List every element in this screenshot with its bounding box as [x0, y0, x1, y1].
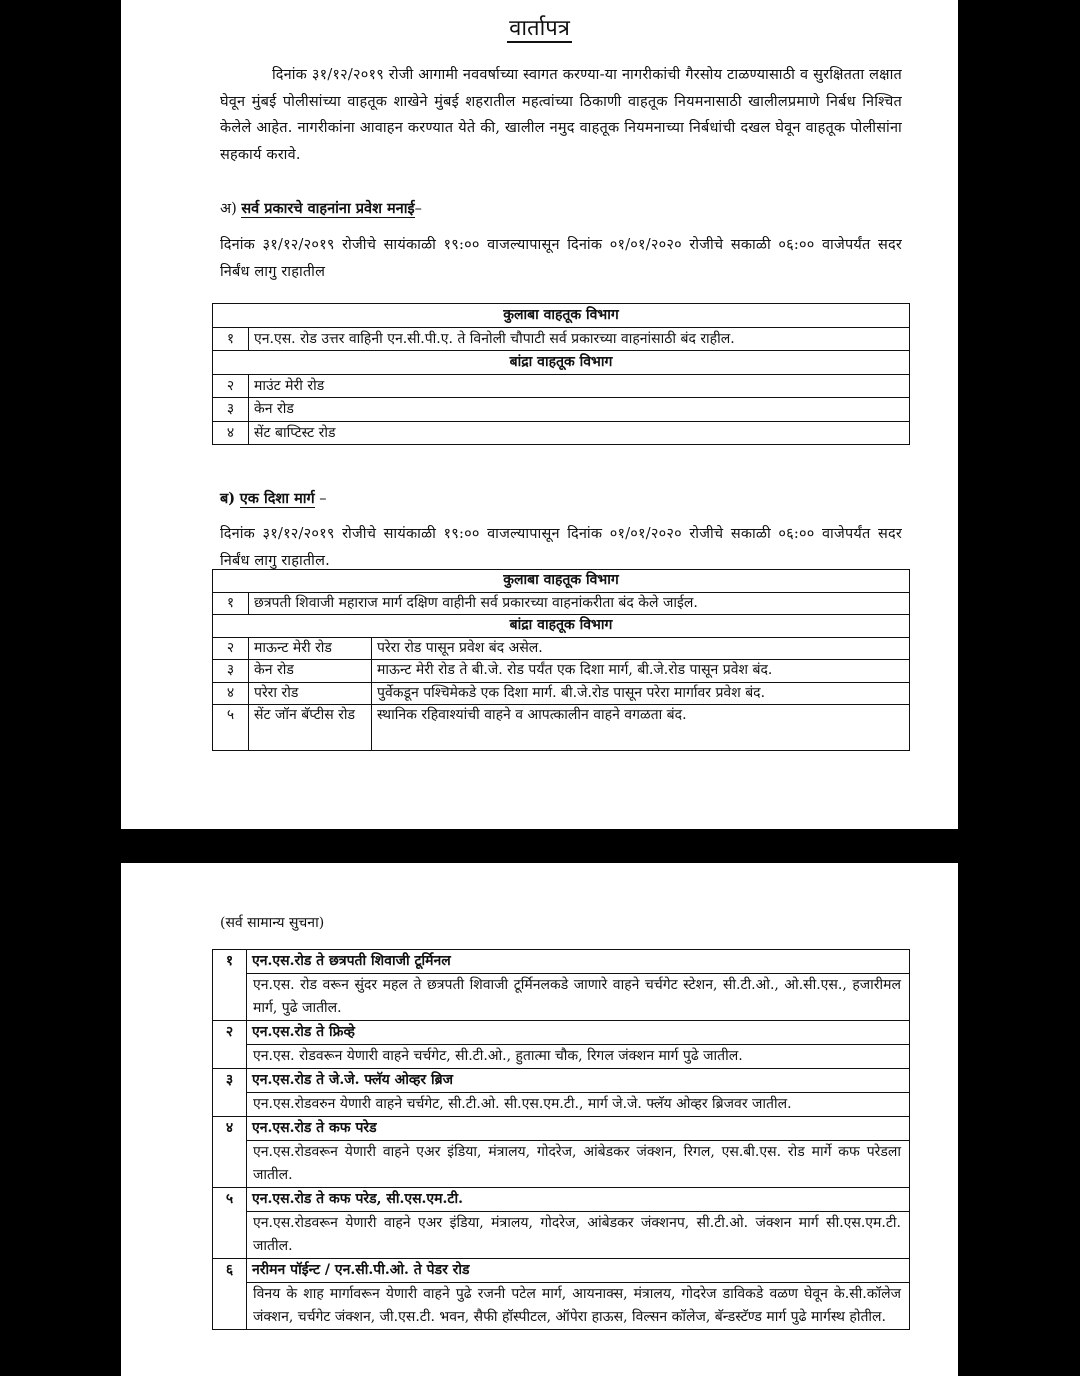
table-group-header: कुलाबा वाहतूक विभाग: [213, 304, 910, 328]
table-row: २ माउंट मेरी रोड: [213, 374, 910, 398]
table-row: ४ एन.एस.रोड ते कफ परेड: [213, 1117, 910, 1141]
table-group-header: बांद्रा वाहतूक विभाग: [213, 615, 910, 638]
table-group-header: बांद्रा वाहतूक विभाग: [213, 351, 910, 375]
table-row: १ एन.एस. रोड उत्तर वाहिनी एन.सी.पी.ए. ते विनोली चौपाटी सर्व प्रकारच्या वाहनांसाठी बंद राहील.: [213, 327, 910, 351]
document-page-1: [121, 0, 958, 829]
section-a-table: [212, 303, 910, 445]
section-b-heading: ब) एक दिशा मार्ग –: [220, 490, 327, 507]
table-row: १ एन.एस.रोड ते छत्रपती शिवाजी टूर्मिनल: [213, 950, 910, 974]
table-row: ३ केन रोड माऊन्ट मेरी रोड ते बी.जे. रोड पर्यंत एक दिशा मार्ग, बी.जे.रोड पासून प्रवेश बंद.: [213, 660, 910, 683]
table-row: ६ नरीमन पॉईन्ट / एन.सी.पी.ओ. ते पेडर रोड: [213, 1259, 910, 1283]
table-row: ५ एन.एस.रोड ते कफ परेड, सी.एस.एम.टी.: [213, 1188, 910, 1212]
section-b-timing: दिनांक ३१/१२/२०१९ रोजीचे सायंकाळी १९:०० वाजल्यापासून दिनांक ०१/०१/२०२० रोजीचे सकाळी ०६:०० वाजेपर्यंत सदर निर्बंध लागु राहातील.: [220, 526, 902, 569]
section-a-timing: दिनांक ३१/१२/२०१९ रोजीचे सायंकाळी १९:०० वाजल्यापासून दिनांक ०१/०१/२०२० रोजीचे सकाळी ०६:०० वाजेपर्यंत सदर निर्बंध लागु राहातील: [220, 237, 902, 280]
intro-paragraph: दिनांक ३१/१२/२०१९ रोजी आगामी नववर्षाच्या स्वागत करण्या-या नागरीकांची गैरसोय टाळण्यासाठी व सुरक्षितता लक्षात घेवून मुंबई पोलीसांच्या वाहतूक शाखेने मुंबई शहरातील महत्वांच्या ठिकाणी वाहतूक नियमनासाठी खालीलप्रमाणे निर्बध निश्चित केलेले आहेत. नागरीकांना आवाहन करण्यात येते की, खालील नमुद वाहतूक नियमनाच्या निर्बधांची दखल घेवून वाहतूक पोलीसांना सहकार्य करावे.: [220, 67, 902, 163]
table-row: ३ एन.एस.रोड ते जे.जे. फ्लॅय ओव्हर ब्रिज: [213, 1069, 910, 1093]
document-page-2: [121, 863, 958, 1376]
table-group-header: कुलाबा वाहतूक विभाग: [213, 570, 910, 593]
table-row: २ माऊन्ट मेरी रोड परेरा रोड पासून प्रवेश बंद असेल.: [213, 637, 910, 660]
page-title: वार्तापत्र: [509, 16, 570, 41]
general-instructions-table: १ एन.एस.रोड ते छत्रपती शिवाजी टूर्मिनल एन.एस. रोड वरून सुंदर महल ते छत्रपती शिवाजी टूर्मिनलकडे जाणारे वाहने चर्चगेट स्टेशन, सी.टी.ओ., ओ.सी.एस., हजारीमल मार्ग, पुढे जातील. २ एन.एस.रोड ते फ्रिव्हे एन.एस. रोडवरून येणारी वाहने चर्चगेट, सी.टी.ओ., हुतात्मा चौक, रिगल जंक्शन मार्ग पुढे जातील. ३ एन.एस.रोड ते जे.जे. फ्लॅय ओव्हर ब्रिज एन.एस.रोडवरुन येणारी वाहने चर्चगेट, सी.टी.ओ. सी.एस.एम.टी., मार्ग जे.जे. फ्लॅय ओव्हर ब्रिजवर जातील. ४ एन.एस.रोड ते कफ परेड एन.एस.रोडवरून येणारी वाहने एअर इंडिया, मंत्रालय, गोदरेज, आंबेडकर जंक्शन, रिगल, एस.बी.एस. रोड मार्गे कफ परेडला जातील. ५ एन.एस.रोड ते कफ परेड, सी.एस.एम.टी. एन.एस.रोडवरून येणारी वाहने एअर इंडिया, मंत्रालय, गोदरेज, आंबेडकर जंक्शनप, सी.टी.ओ. जंक्शन मार्ग सी.एस.एम.टी. जातील. ६ नरीमन पॉईन्ट / एन.सी.पी.ओ. ते पेडर रोड विनय के शाह मार्गावरून येणारी वाहने पुढे रजनी पटेल मार्ग, आयनाक्स, मंत्रालय, गोदरेज डाविकडे वळण घेवून के.सी.कॉलेज जंक्शन, चर्चगेट जंक्शन, जी.एस.टी. भवन, सैफी हॉस्पीटल, ऑपेरा हाऊस, विल्सन कॉलेज, बॅन्डस्टॅण्ड मार्ग पुढे मार्गस्थ होतील.: [212, 949, 910, 1330]
section-a-heading: अ) सर्व प्रकारचे वाहनांना प्रवेश मनाई–: [220, 200, 422, 217]
table-row: ४ परेरा रोड पुर्वेकडून पश्चिमेकडे एक दिशा मार्ग. बी.जे.रोड पासून परेरा मार्गावर प्रवेश बंद.: [213, 682, 910, 705]
table-row: ३ केन रोड: [213, 398, 910, 422]
section-b-table: [212, 569, 910, 751]
table-row: ५ सेंट जॉन बॅप्टीस रोड स्थानिक रहिवाश्यांची वाहने व आपत्कालीन वाहने वगळता बंद.: [213, 705, 910, 751]
table-row: ४ सेंट बाप्टिस्ट रोड: [213, 421, 910, 445]
table-row: १ छत्रपती शिवाजी महाराज मार्ग दक्षिण वाहीनी सर्व प्रकारच्या वाहनांकरीता बंद केले जाईल.: [213, 592, 910, 615]
table-row: २ एन.एस.रोड ते फ्रिव्हे: [213, 1021, 910, 1045]
general-note: (सर्व सामान्य सुचना): [220, 915, 325, 931]
